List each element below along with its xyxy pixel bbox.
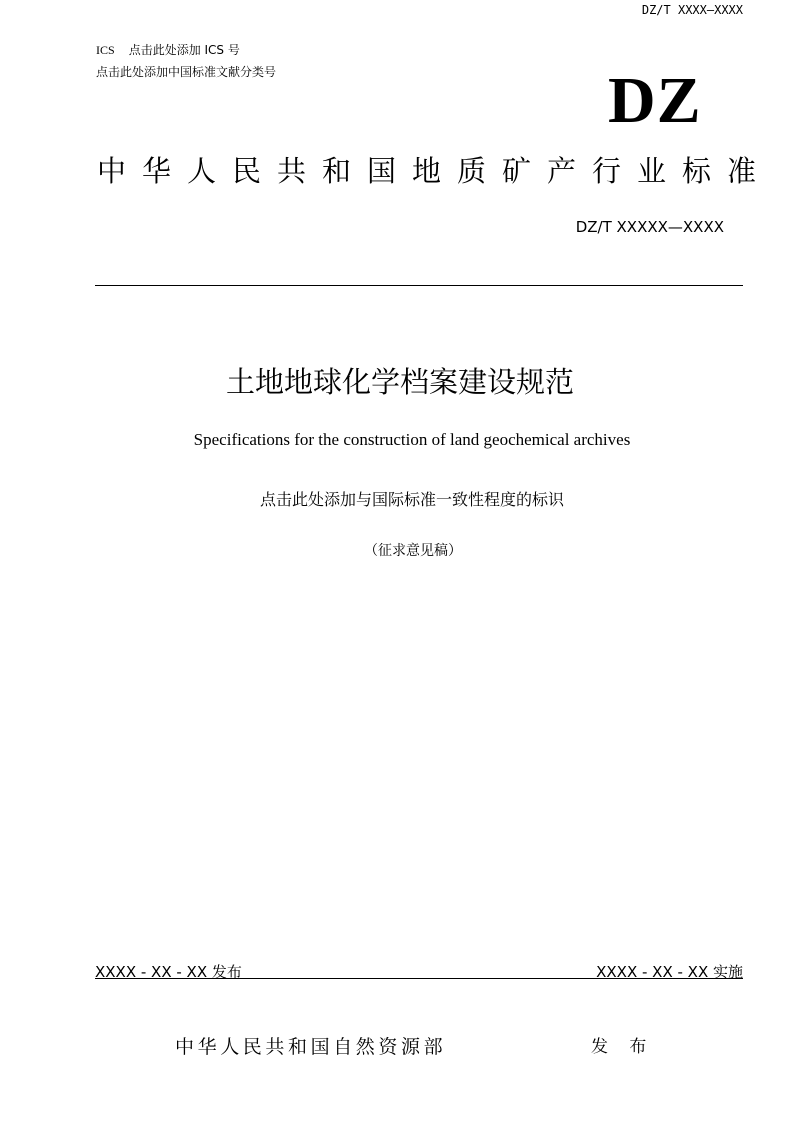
ics-placeholder-field[interactable]: 点击此处添加 ICS 号 [128, 43, 240, 57]
ics-line [96, 41, 240, 58]
ics-label: ICS [96, 43, 115, 57]
document-title: 土地地球化学档案建设规范 [225, 365, 574, 399]
classification-placeholder-field[interactable]: 点击此处添加中国标准文献分类号 [96, 65, 277, 79]
industry-standard-title: 中华人民共和国地质矿产行业标准 [97, 154, 773, 188]
issuing-authority: 中华人民共和国自然资源部 [175, 1036, 447, 1058]
document-title-english: Specifications for the construction of land geochemical archives [193, 430, 631, 449]
top-divider [95, 285, 743, 286]
header-standard-code: DZ/T XXXX—XXXX [641, 3, 743, 17]
conformity-placeholder-field[interactable]: 点击此处添加与国际标准一致性程度的标识 [259, 490, 564, 509]
draft-status-label: （征求意见稿） [364, 543, 462, 559]
standard-number: DZ/T XXXXX—XXXX [575, 218, 724, 236]
bottom-divider [95, 978, 743, 979]
issue-label: 发 布 [591, 1037, 655, 1057]
effective-date: XXXX - XX - XX 实施 [596, 963, 743, 981]
dz-logo: DZ [608, 64, 702, 137]
publish-date: XXXX - XX - XX 发布 [95, 963, 242, 981]
